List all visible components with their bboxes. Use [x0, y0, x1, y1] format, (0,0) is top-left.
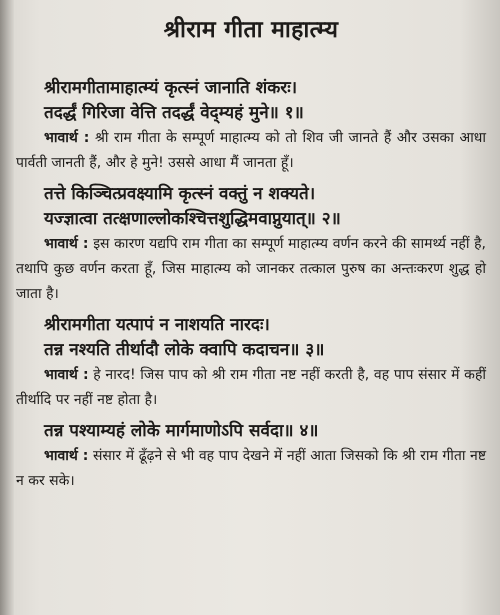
- section-4: [16, 419, 486, 494]
- verse-line: तन्न नश्यति तीर्थादौ लोके क्वापि कदाचन॥ ३॥: [44, 340, 325, 360]
- verse-line: तन्न पश्याम्यहं लोके मार्गमाणोऽपि सर्वदा॥ ४॥: [44, 421, 319, 441]
- bhavarth-paragraph: [16, 363, 486, 413]
- bhavarth-paragraph: [16, 232, 486, 307]
- bhavarth-text: हे नारद! जिस पाप को श्री राम गीता नष्ट नहीं करती है, वह पाप संसार में कहीं तीर्थादि पर नहीं नष्ट होता है।: [16, 367, 486, 408]
- page-content: [16, 8, 486, 500]
- section-2: [16, 182, 486, 307]
- page-title: श्रीराम गीता माहात्म्य: [163, 17, 339, 43]
- bhavarth-paragraph: [16, 126, 486, 176]
- verse-line: श्रीरामगीता यत्पापं न नाशयति नारदः।: [44, 315, 270, 335]
- bhavarth-label: भावार्थ :: [44, 448, 89, 464]
- verse-line: श्रीरामगीतामाहात्म्यं कृत्स्नं जानाति शंकरः।: [44, 78, 298, 98]
- bhavarth-paragraph: [16, 444, 486, 494]
- verse-line: यज्ज्ञात्वा तत्क्षणाल्लोकश्चित्तशुद्धिमवाप्नुयात्॥ २॥: [44, 209, 341, 229]
- book-spine-shadow: [0, 0, 14, 615]
- verse-line: तदर्द्धं गिरिजा वेत्ति तदर्द्धं वेद्म्यहं मुने॥ १॥: [44, 103, 304, 123]
- bhavarth-label: भावार्थ :: [44, 130, 90, 146]
- bhavarth-text: श्री राम गीता के सम्पूर्ण माहात्म्य को तो शिव जी जानते हैं और उसका आधा पार्वती जानती हैं, और हे मुने! उससे आधा मैं जानता हूँ।: [16, 130, 487, 171]
- section-3: [16, 313, 486, 413]
- bhavarth-label: भावार्थ :: [44, 236, 89, 252]
- bhavarth-text: संसार में ढूँढ़ने से भी वह पाप देखने में नहीं आता जिसको कि श्री राम गीता नष्ट न कर सके।: [16, 448, 487, 489]
- verse-line: तत्ते किञ्चित्प्रवक्ष्यामि कृत्स्नं वक्तुं न शक्यते।: [44, 184, 316, 204]
- bhavarth-label: भावार्थ :: [44, 367, 89, 383]
- bhavarth-text: इस कारण यद्यपि राम गीता का सम्पूर्ण माहात्म्य वर्णन करने की सामर्थ्य नहीं है, तथापि कुछ वर्णन करता हूँ, जिस माहात्म्य को जानकर तत्काल पुरुष का अन्तःकरण शुद्ध हो जाता है।: [16, 236, 487, 302]
- section-1: [16, 76, 486, 176]
